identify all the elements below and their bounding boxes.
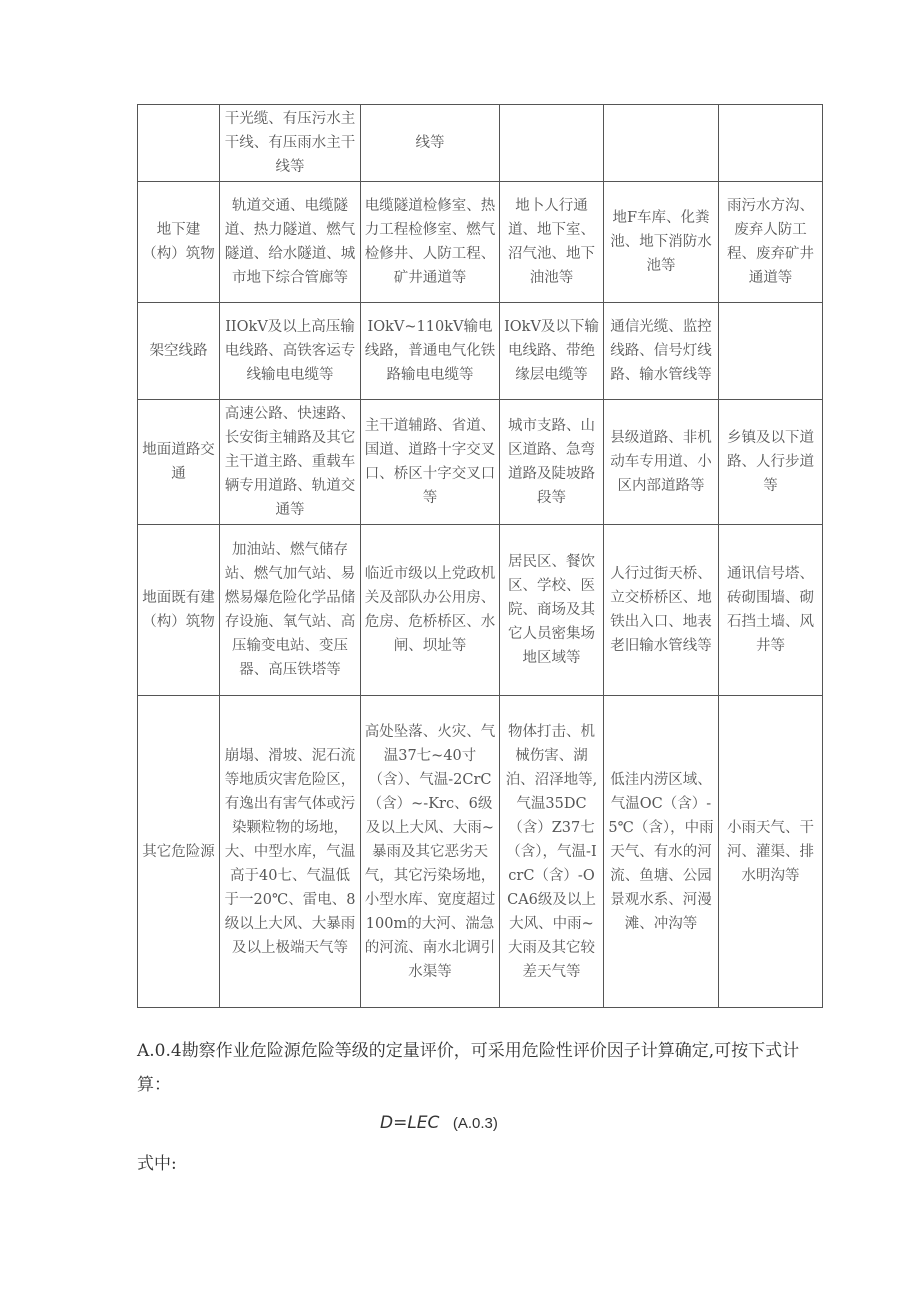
table-cell: 地F车库、化粪池、地下消防水池等 bbox=[604, 182, 719, 303]
category-cell: 地下建（构）筑物 bbox=[138, 182, 220, 303]
table-cell bbox=[604, 105, 719, 182]
table-cell bbox=[719, 105, 823, 182]
table-cell: IOkV~110kV输电线路，普通电气化铁路输电电缆等 bbox=[361, 303, 500, 400]
table-cell: 加油站、燃气储存站、燃气加气站、易燃易爆危险化学品储存设施、氧气站、高压输变电站、变压器、高压铁塔等 bbox=[220, 525, 361, 696]
table-cell: 城市支路、山区道路、急弯道路及陡坡路段等 bbox=[500, 400, 604, 525]
table-cell: 高处坠落、火灾、气温37七~40寸（含）、气温-2CrC（含）~-Krc、6级及以上大风、大雨~暴雨及其它恶劣天气，其它污染场地，小型水库、宽度超过100m的大河、湍急的河流、南水北调引水渠等 bbox=[361, 696, 500, 1008]
table-cell: 乡镇及以下道路、人行步道等 bbox=[719, 400, 823, 525]
category-cell: 架空线路 bbox=[138, 303, 220, 400]
table-row bbox=[138, 696, 823, 1008]
table-cell: 地卜人行通道、地下室、沼气池、地下油池等 bbox=[500, 182, 604, 303]
table-row bbox=[138, 400, 823, 525]
table-cell: IIOkV及以上高压输电线路、高铁客运专线输电电缆等 bbox=[220, 303, 361, 400]
table-row bbox=[138, 182, 823, 303]
table-row bbox=[138, 303, 823, 400]
table-cell: 低洼内涝区域、气温OC（含）-5℃（含），中雨天气、有水的河流、鱼塘、公园景观水系、河漫滩、冲沟等 bbox=[604, 696, 719, 1008]
table-cell: 线等 bbox=[361, 105, 500, 182]
table-cell: 干光缆、有压污水主干线、有压雨水主干线等 bbox=[220, 105, 361, 182]
where-label: 式中: bbox=[137, 1154, 177, 1174]
category-cell: 地面既有建（构）筑物 bbox=[138, 525, 220, 696]
table-cell bbox=[500, 105, 604, 182]
formula-expression: D=LEC bbox=[380, 1113, 440, 1133]
table-cell: 县级道路、非机动车专用道、小区内部道路等 bbox=[604, 400, 719, 525]
table-cell bbox=[719, 303, 823, 400]
table-cell: 电缆隧道检修室、热力工程检修室、燃气检修井、人防工程、矿井通道等 bbox=[361, 182, 500, 303]
table-cell: 临近市级以上党政机关及部队办公用房、危房、危桥桥区、水闸、坝址等 bbox=[361, 525, 500, 696]
table-cell: IOkV及以下输电线路、带绝缘层电缆等 bbox=[500, 303, 604, 400]
formula-number: (A.0.3) bbox=[452, 1115, 498, 1132]
table-cell: 人行过街天桥、立交桥桥区、地铁出入口、地表老旧输水管线等 bbox=[604, 525, 719, 696]
table-cell: 物体打击、机械伤害、湖泊、沼泽地等,气温35DC（含）Z37七（含），气温-IcrC（含）-OCA6级及以上大风、中雨~大雨及其它较差天气等 bbox=[500, 696, 604, 1008]
table-cell: 主干道辅路、省道、国道、道路十字交叉口、桥区十字交叉口等 bbox=[361, 400, 500, 525]
table-cell: 雨污水方沟、废弃人防工程、废弃矿井通道等 bbox=[719, 182, 823, 303]
category-cell: 其它危险源 bbox=[138, 696, 220, 1008]
table-cell: 通信光缆、监控线路、信号灯线路、输水管线等 bbox=[604, 303, 719, 400]
table-cell: 通讯信号塔、砖砌围墙、砌石挡土墙、风井等 bbox=[719, 525, 823, 696]
table-cell: 小雨天气、干河、灌渠、排水明沟等 bbox=[719, 696, 823, 1008]
table-row bbox=[138, 105, 823, 182]
table-cell: 轨道交通、电缆隧道、热力隧道、燃气隧道、给水隧道、城市地下综合管廊等 bbox=[220, 182, 361, 303]
formula bbox=[380, 1113, 498, 1133]
table-row bbox=[138, 525, 823, 696]
category-cell bbox=[138, 105, 220, 182]
clause-paragraph: A.0.4勘察作业危险源危险等级的定量评价，可采用危险性评价因子计算确定,可按下式计算： bbox=[137, 1041, 800, 1095]
table-cell: 高速公路、快速路、长安街主辅路及其它主干道主路、重载车辆专用道路、轨道交通等 bbox=[220, 400, 361, 525]
category-cell: 地面道路交通 bbox=[138, 400, 220, 525]
table-cell: 居民区、餐饮区、学校、医院、商场及其它人员密集场地区域等 bbox=[500, 525, 604, 696]
table-cell: 崩塌、滑坡、泥石流等地质灾害危险区，有逸出有害气体或污染颗粒物的场地，大、中型水库，气温高于40七、气温低于一20℃、雷电、8级以上大风、大暴雨及以上极端天气等 bbox=[220, 696, 361, 1008]
hazard-classification-table bbox=[137, 104, 823, 1008]
